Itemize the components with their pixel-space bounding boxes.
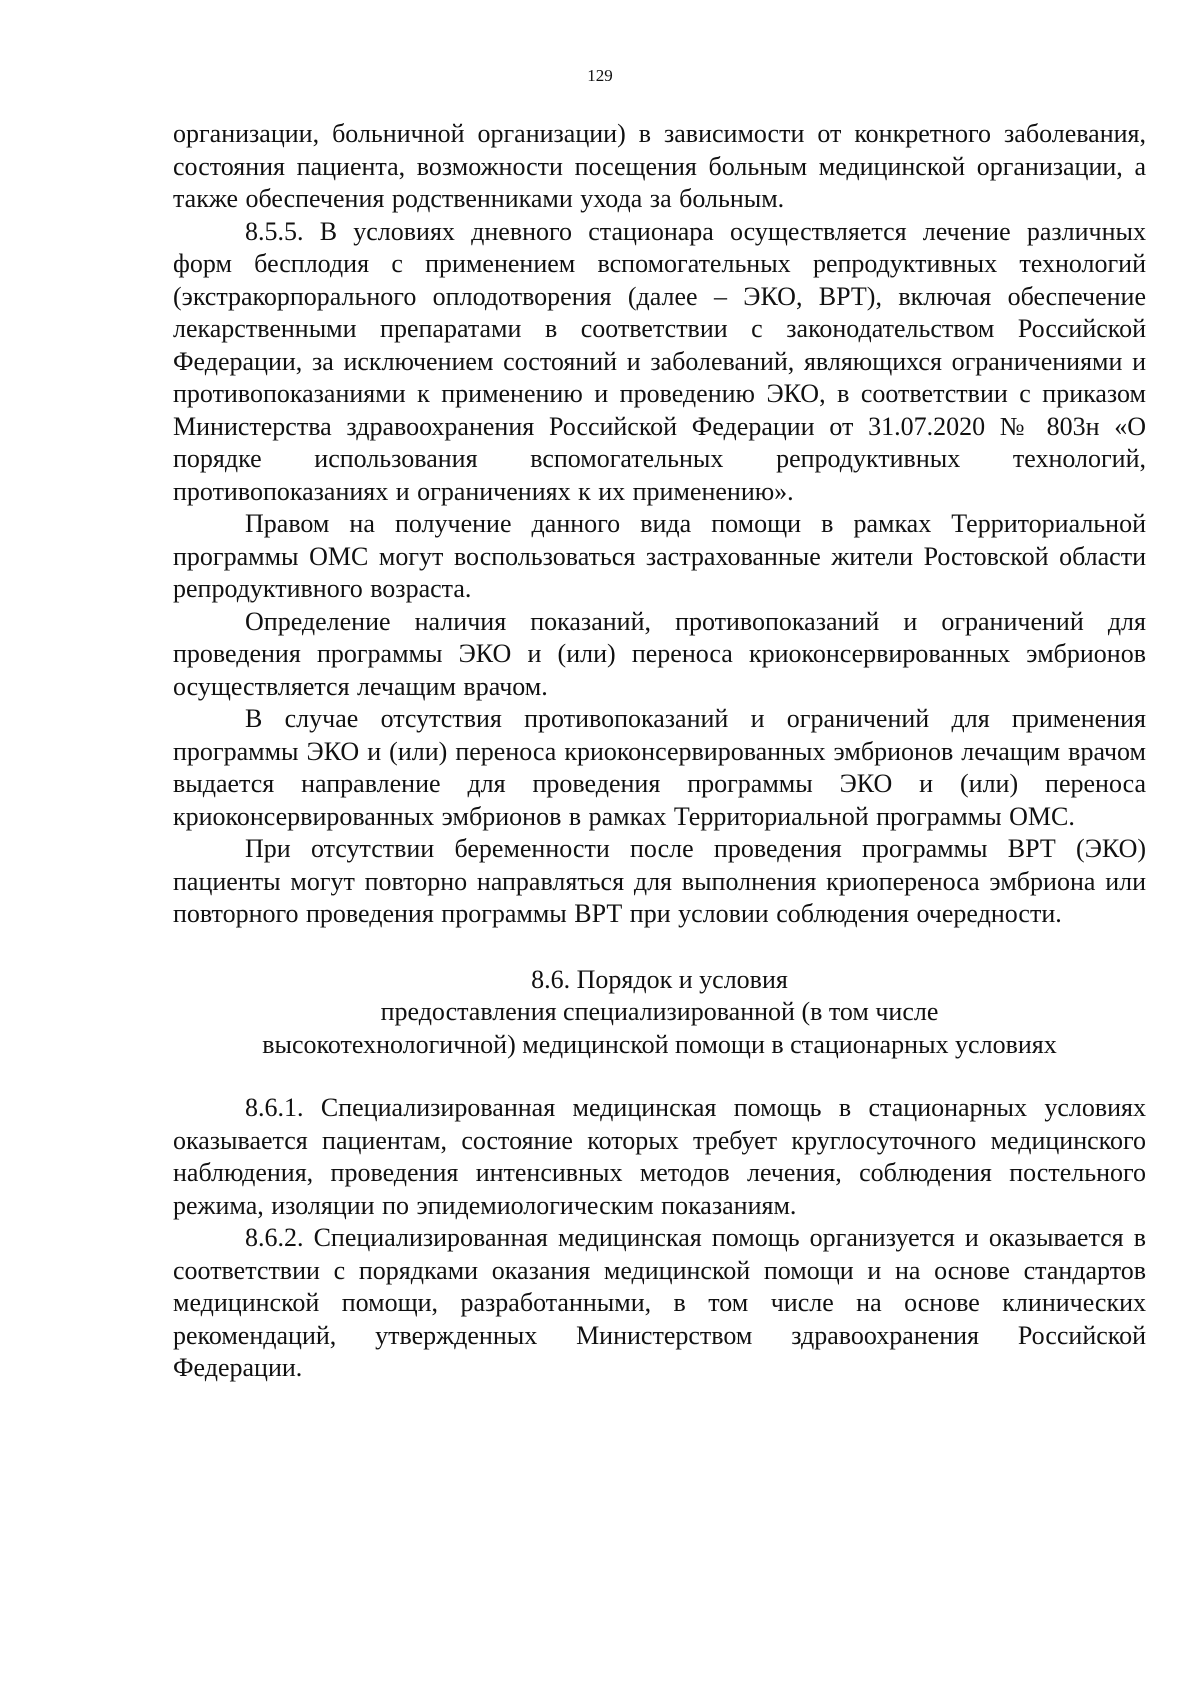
paragraph-referral: В случае отсутствия противопоказаний и ограничений для применения программы ЭКО и (или) переноса криоконсервированных эмбрионов лечащим врачом выдается направление для проведения программы ЭКО и (или) переноса криоконсервированных эмбрионов в рамках Территориальной программы ОМС. xyxy=(173,704,1146,831)
paragraph-repeat-procedure: При отсутствии беременности после проведения программы ВРТ (ЭКО) пациенты могут повторно направляться для выполнения криопереноса эмбриона или повторного проведения программы ВРТ при условии соблюдения очередности. xyxy=(173,834,1146,928)
paragraph-8-6-2: 8.6.2. Специализированная медицинская помощь организуется и оказывается в соответствии с порядками оказания медицинской помощи и на основе стандартов медицинской помощи, разработанными, в том числе на основе клинических рекомендаций, утвержденных Министерством здравоохранения Российской Федерации. xyxy=(173,1223,1146,1382)
paragraph-eligibility: Правом на получение данного вида помощи в рамках Территориальной программы ОМС могут воспользоваться застрахованные жители Ростовской области репродуктивного возраста. xyxy=(173,509,1146,603)
paragraph-continuation: организации, больничной организации) в зависимости от конкретного заболевания, состояния пациента, возможности посещения больным медицинской организации, а также обеспечения родственниками ухода за больным. xyxy=(173,119,1146,213)
paragraph-indications: Определение наличия показаний, противопоказаний и ограничений для проведения программы ЭКО и (или) переноса криоконсервированных эмбрионов осуществляется лечащим врачом. xyxy=(173,606,1146,701)
paragraph-8-5-5: 8.5.5. В условиях дневного стационара осуществляется лечение различных форм бесплодия с применением вспомогательных репродуктивных технологий (экстракорпорального оплодотворения (далее – ЭКО, ВРТ), включая обеспечение лекарственными препаратами в соответствии с законодательством Российской Федерации, за исключением состояний и заболеваний, являющихся ограничениями и противопоказаниями к применению и проведению ЭКО, в соответствии с приказом Министерства здравоохранения Российской Федерации от 31.07.2020 № 803н «О порядке использования вспомогательных репродуктивных технологий, противопоказаниях и ограничениях к их применению». xyxy=(173,216,1146,506)
section-heading-line-3: высокотехнологичной) медицинской помощи в стационарных условиях xyxy=(262,1029,1057,1059)
paragraph-8-6-1: 8.6.1. Специализированная медицинская помощь в стационарных условиях оказывается пациентам, состояние которых требует круглосуточного медицинского наблюдения, проведения интенсивных методов лечения, соблюдения постельного режима, изоляции по эпидемиологическим показаниям. xyxy=(173,1093,1146,1220)
page-body xyxy=(173,118,1146,1385)
section-heading-line-1: 8.6. Порядок и условия xyxy=(531,964,788,994)
section-heading xyxy=(173,964,1146,1062)
page-number: 129 xyxy=(587,66,613,85)
section-heading-line-2: предоставления специализированной (в том числе xyxy=(380,997,939,1026)
